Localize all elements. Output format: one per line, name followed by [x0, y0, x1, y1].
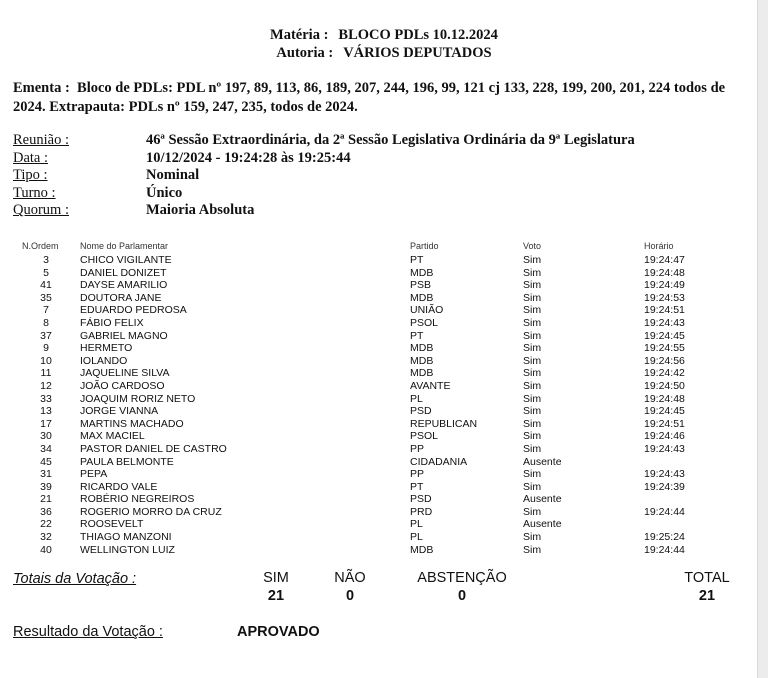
cell-horario: 19:24:56 [644, 354, 685, 367]
cell-ordem: 9 [43, 342, 49, 355]
cell-partido: MDB [410, 367, 434, 380]
cell-horario: 19:24:43 [644, 442, 685, 455]
quorum-label: Quorum : [13, 202, 69, 219]
cell-ordem: 21 [40, 493, 52, 506]
result-value: APROVADO [237, 624, 320, 640]
cell-ordem: 31 [40, 468, 52, 481]
cell-partido: REPUBLICAN [410, 417, 478, 430]
table-row [0, 544, 768, 557]
cell-nome: JORGE VIANNA [80, 405, 159, 418]
cell-partido: MDB [410, 342, 434, 355]
cell-partido: UNIÃO [410, 304, 444, 317]
cell-nome: GABRIEL MAGNO [80, 329, 168, 342]
cell-ordem: 33 [40, 392, 52, 405]
cell-partido: PP [410, 468, 425, 481]
cell-voto: Sim [523, 329, 542, 342]
total-sim [252, 569, 300, 605]
cell-ordem: 36 [40, 505, 52, 518]
cell-horario: 19:24:49 [644, 279, 685, 292]
cell-nome: CHICO VIGILANTE [80, 254, 172, 266]
table-row [0, 468, 768, 481]
total-sim-value: 21 [267, 588, 285, 604]
totals-label: Totais da Votação : [13, 571, 137, 587]
cell-horario: 19:24:42 [644, 367, 685, 380]
cell-voto: Sim [523, 531, 542, 544]
table-row [0, 292, 768, 305]
header-horario: Horário [644, 241, 674, 251]
table-row [0, 330, 768, 343]
cell-partido: CIDADANIA [410, 455, 468, 468]
table-row [0, 367, 768, 380]
ementa-text: Bloco de PDLs: PDL nº 197, 89, 113, 86, 189, 207, 244, 196, 99, 121 cj 133, 228, 199, 200, 201, 224 todos de 2024. Extrapauta: PDLs nº 159, 247, 235, todos de 2024. [13, 80, 726, 115]
cell-partido: PT [410, 329, 424, 342]
cell-voto: Sim [523, 354, 542, 367]
cell-voto: Sim [523, 279, 542, 292]
cell-partido: PRD [410, 505, 433, 518]
cell-nome: DOUTORA JANE [80, 291, 162, 304]
cell-horario: 19:24:53 [644, 291, 685, 304]
cell-nome: MARTINS MACHADO [80, 417, 184, 430]
cell-horario: 19:24:55 [644, 342, 685, 355]
cell-horario: 19:24:48 [644, 266, 685, 279]
table-row [0, 279, 768, 292]
cell-nome: PEPA [80, 468, 108, 481]
cell-partido: PT [410, 254, 424, 266]
cell-voto: Sim [523, 417, 542, 430]
table-row [0, 493, 768, 506]
cell-partido: MDB [410, 543, 434, 556]
cell-voto: Sim [523, 392, 542, 405]
total-nao [326, 569, 374, 605]
autoria-value: VÁRIOS DEPUTADOS [343, 45, 492, 61]
cell-ordem: 41 [40, 279, 52, 292]
cell-nome: IOLANDO [80, 354, 128, 367]
table-row [0, 355, 768, 368]
header-nome: Nome do Parlamentar [80, 241, 169, 251]
cell-horario: 19:24:44 [644, 543, 685, 556]
cell-horario: 19:24:48 [644, 392, 685, 405]
total-sim-label: SIM [263, 570, 289, 586]
materia-row [0, 26, 768, 44]
total-nao-value: 0 [345, 588, 355, 604]
table-row [0, 506, 768, 519]
cell-partido: PSOL [410, 430, 439, 443]
cell-partido: PSD [410, 405, 432, 418]
cell-voto: Sim [523, 304, 542, 317]
header-ordem: N.Ordem [22, 241, 59, 251]
turno-label: Turno : [13, 184, 56, 201]
reuniao-value: 46ª Sessão Extraordinária, da 2ª Sessão Legislativa Ordinária da 9ª Legislatura [146, 132, 635, 148]
ementa [13, 79, 753, 117]
cell-ordem: 37 [40, 329, 52, 342]
cell-ordem: 39 [40, 480, 52, 493]
cell-horario: 19:24:51 [644, 417, 685, 430]
cell-voto: Sim [523, 367, 542, 380]
cell-nome: PASTOR DANIEL DE CASTRO [80, 442, 227, 455]
table-row [0, 317, 768, 330]
cell-voto: Sim [523, 316, 542, 329]
total-abstencao-label: ABSTENÇÃO [417, 570, 507, 586]
autoria-label: Autoria : [276, 45, 334, 61]
cell-partido: MDB [410, 291, 434, 304]
cell-voto: Sim [523, 405, 542, 418]
cell-ordem: 34 [40, 442, 52, 455]
cell-horario: 19:24:39 [644, 480, 685, 493]
cell-nome: PAULA BELMONTE [80, 455, 174, 468]
cell-nome: MAX MACIEL [80, 430, 145, 443]
cell-ordem: 13 [40, 405, 52, 418]
table-row [0, 342, 768, 355]
cell-horario: 19:24:46 [644, 430, 685, 443]
result-row [13, 624, 163, 640]
cell-ordem: 5 [43, 266, 49, 279]
cell-nome: ROBÉRIO NEGREIROS [80, 493, 195, 506]
table-row [0, 254, 768, 267]
autoria-row [0, 44, 768, 62]
reuniao-label: Reunião : [13, 132, 69, 148]
cell-partido: PL [410, 392, 423, 405]
cell-nome: ROOSEVELT [80, 518, 144, 531]
cell-nome: EDUARDO PEDROSA [80, 304, 187, 317]
data-value: 10/12/2024 - 19:24:28 às 19:25:44 [146, 149, 351, 166]
table-body [0, 254, 768, 556]
cell-horario: 19:24:47 [644, 254, 685, 266]
table-row [0, 405, 768, 418]
cell-horario: 19:24:45 [644, 329, 685, 342]
cell-ordem: 8 [43, 316, 49, 329]
cell-ordem: 22 [40, 518, 52, 531]
table-row [0, 393, 768, 406]
table-row [0, 380, 768, 393]
cell-voto: Sim [523, 505, 542, 518]
cell-voto: Sim [523, 442, 542, 455]
cell-partido: PSOL [410, 316, 439, 329]
materia-value: BLOCO PDLs 10.12.2024 [338, 27, 498, 43]
ementa-label: Ementa : [13, 80, 70, 96]
cell-nome: FÁBIO FELIX [80, 316, 144, 329]
cell-nome: JAQUELINE SILVA [80, 367, 170, 380]
cell-partido: MDB [410, 354, 434, 367]
cell-nome: ROGERIO MORRO DA CRUZ [80, 505, 222, 518]
cell-nome: JOÃO CARDOSO [80, 379, 165, 392]
cell-ordem: 30 [40, 430, 52, 443]
cell-partido: PL [410, 518, 423, 531]
cell-voto: Sim [523, 254, 542, 266]
cell-partido: PP [410, 442, 425, 455]
cell-ordem: 7 [43, 304, 49, 317]
cell-voto: Sim [523, 468, 542, 481]
cell-voto: Sim [523, 266, 542, 279]
materia-label: Matéria : [270, 27, 329, 43]
cell-ordem: 17 [40, 417, 52, 430]
cell-horario: 19:24:51 [644, 304, 685, 317]
cell-voto: Sim [523, 480, 542, 493]
cell-horario: 19:24:50 [644, 379, 685, 392]
cell-nome: THIAGO MANZONI [80, 531, 172, 544]
cell-horario: 19:24:44 [644, 505, 685, 518]
tipo-label: Tipo : [13, 167, 48, 184]
total-abstencao [405, 569, 519, 605]
table-row [0, 267, 768, 280]
cell-partido: MDB [410, 266, 434, 279]
cell-ordem: 10 [40, 354, 52, 367]
turno-value: Único [146, 184, 183, 201]
table-row [0, 443, 768, 456]
cell-partido: AVANTE [410, 379, 451, 392]
total-abstencao-value: 0 [457, 588, 467, 604]
header-voto: Voto [523, 241, 542, 251]
cell-ordem: 11 [40, 367, 52, 380]
total-total [672, 569, 742, 605]
cell-horario: 19:24:45 [644, 405, 685, 418]
document-header [0, 26, 768, 62]
cell-ordem: 32 [40, 531, 52, 544]
table-row [0, 531, 768, 544]
table-header [0, 240, 768, 254]
header-partido: Partido [410, 241, 439, 251]
cell-ordem: 40 [40, 543, 52, 556]
cell-voto: Sim [523, 342, 542, 355]
cell-partido: PT [410, 480, 424, 493]
cell-partido: PSB [410, 279, 432, 292]
table-row [0, 518, 768, 531]
cell-horario: 19:25:24 [644, 531, 685, 544]
table-row [0, 456, 768, 469]
cell-nome: RICARDO VALE [80, 480, 158, 493]
cell-horario: 19:24:43 [644, 468, 685, 481]
cell-voto: Ausente [523, 518, 562, 531]
total-nao-label: NÃO [334, 570, 366, 586]
cell-ordem: 45 [40, 455, 52, 468]
cell-ordem: 3 [43, 254, 49, 266]
vote-table [0, 240, 768, 556]
result-label: Resultado da Votação : [13, 624, 163, 640]
cell-voto: Sim [523, 543, 542, 556]
cell-partido: PSD [410, 493, 432, 506]
table-row [0, 481, 768, 494]
cell-partido: PL [410, 531, 423, 544]
total-total-value: 21 [698, 588, 716, 604]
cell-voto: Sim [523, 430, 542, 443]
cell-voto: Ausente [523, 493, 562, 506]
cell-ordem: 12 [40, 379, 52, 392]
cell-nome: WELLINGTON LUIZ [80, 543, 175, 556]
cell-nome: HERMETO [80, 342, 133, 355]
cell-nome: DANIEL DONIZET [80, 266, 167, 279]
cell-nome: DAYSE AMARILIO [80, 279, 168, 292]
cell-voto: Sim [523, 379, 542, 392]
cell-horario: 19:24:43 [644, 316, 685, 329]
table-row [0, 418, 768, 431]
table-row [0, 304, 768, 317]
cell-voto: Ausente [523, 455, 562, 468]
table-row [0, 430, 768, 443]
quorum-value: Maioria Absoluta [146, 202, 255, 219]
cell-ordem: 35 [40, 291, 52, 304]
cell-nome: JOAQUIM RORIZ NETO [80, 392, 196, 405]
cell-voto: Sim [523, 291, 542, 304]
tipo-value: Nominal [146, 167, 200, 184]
data-label: Data : [13, 149, 49, 166]
total-total-label: TOTAL [684, 570, 730, 586]
